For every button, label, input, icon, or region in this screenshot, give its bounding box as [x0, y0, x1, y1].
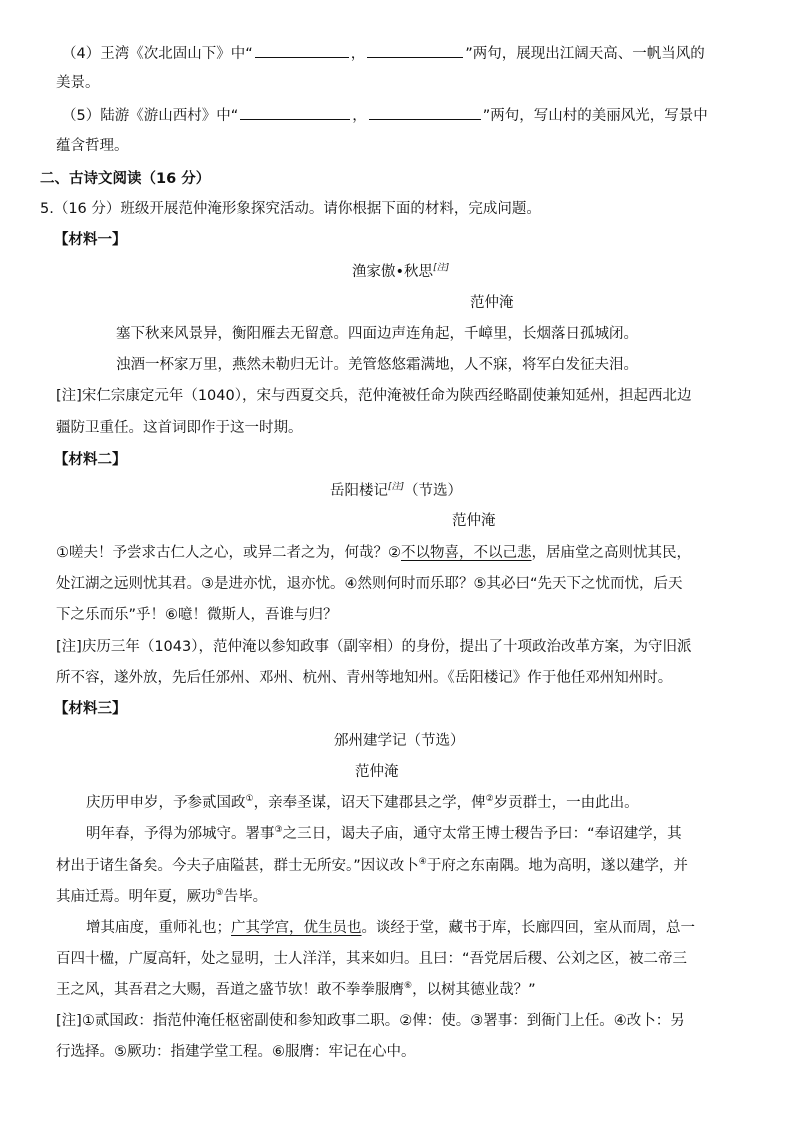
material-1-note-line-2: 疆防卫重任。这首词即作于这一时期。	[56, 420, 303, 436]
question-5-stem: 5.（16 分）班级开展范仲淹形象探究活动。请你根据下面的材料，完成问题。	[40, 201, 541, 217]
material-3-p3-l3-b: ，以树其德业哉？”	[412, 982, 536, 998]
q4-comma: ，	[350, 46, 366, 62]
section-2-heading: 二、古诗文阅读（16 分）	[40, 171, 211, 187]
material-3-p2-l3-b: 告毕。	[223, 889, 268, 905]
footnote-mark-6: ⑥	[404, 981, 413, 991]
q4-blank-2[interactable]	[367, 43, 463, 58]
q4-line-2: 美景。	[56, 75, 100, 91]
material-3-author: 范仲淹	[355, 764, 399, 780]
material-3-underlined-phrase: 广其学宫，优生员也	[231, 920, 362, 936]
q5-blank-2[interactable]	[369, 105, 481, 120]
material-3-p1	[86, 793, 639, 815]
material-3-p1-b: ，亲奉圣谋，诏天下建郡县之学，俾	[253, 795, 486, 811]
q4-line-1	[62, 43, 705, 64]
material-2-line-3: 下之乐而乐”乎！⑥噫！微斯人，吾谁与归？	[56, 607, 338, 623]
footnote-mark-1: ①	[245, 794, 254, 804]
q5-blank-1[interactable]	[240, 105, 350, 120]
material-2-underlined-phrase: 不以物喜，不以己悲	[401, 545, 532, 561]
q4-blank-1[interactable]	[255, 43, 349, 58]
material-1-verse-1: 塞下秋来风景异，衡阳雁去无留意。四面边声连角起，千嶂里，长烟落日孤城闭。	[116, 326, 638, 342]
material-2-label: 【材料二】	[54, 452, 127, 468]
footnote-mark-4: ④	[418, 857, 427, 867]
material-3-p3-l3-a: 王之风，其吾君之大赐，吾道之盛节欤！敢不拳拳服膺	[56, 982, 404, 998]
material-3-p2-l2-b: 于府之东南隅。地为高明，遂以建学，并	[426, 858, 688, 874]
footnote-mark-5: ⑤	[215, 888, 224, 898]
q4-suffix: ”两句，展现出江阔天高、一帆当风的	[465, 46, 705, 62]
material-2-title-text: 岳阳楼记	[330, 483, 388, 499]
material-1-label: 【材料一】	[54, 232, 127, 248]
material-1-author: 范仲淹	[470, 295, 514, 311]
material-1-title	[352, 262, 449, 284]
material-2-line-1	[56, 543, 691, 563]
material-3-p1-a: 庆历甲申岁，予参贰国政	[86, 795, 246, 811]
q5-line-2: 蕴含哲理。	[56, 138, 129, 154]
material-3-note-line-2: 行选择。⑤厥功：指建学堂工程。⑥服膺：牢记在心中。	[56, 1044, 416, 1060]
material-3-p3-l1-a: 增其庙度，重师礼也；	[86, 920, 231, 936]
material-3-p2-line-3	[56, 887, 267, 909]
material-3-label: 【材料三】	[54, 701, 127, 717]
material-2-note-mark: [注]	[388, 482, 405, 492]
material-3-p2-line-2	[56, 856, 688, 878]
material-2-title-suffix: （节选）	[404, 483, 463, 499]
material-3-p2-l1-a: 明年春，予得为邠城守。署事	[86, 826, 275, 842]
material-3-p2-l1-b: 之三日，谒夫子庙，通守太常王博士稷告予曰：“奉诏建学，其	[282, 826, 682, 842]
material-2-author: 范仲淹	[452, 513, 496, 529]
material-3-p3-line-3	[56, 980, 536, 1002]
material-1-note-mark: [注]	[433, 263, 450, 273]
material-3-p1-c: 岁贡群士，一由此出。	[493, 795, 639, 811]
q5-comma: ，	[352, 108, 367, 124]
material-2-line-1-end: ，居庙堂之高则忧其民，	[531, 545, 691, 561]
material-1-note-line-1: [注]宋仁宗康定元年（1040），宋与西夏交兵，范仲淹被任命为陕西经略副使兼知延州，担起西北边	[56, 388, 692, 404]
material-1-verse-2: 浊酒一杯家万里，燕然未勒归无计。羌管悠悠霜满地，人不寐，将军白发征夫泪。	[116, 357, 638, 373]
material-2-line-1-start: ①嗟夫！予尝求古仁人之心，或异二者之为，何哉？②	[56, 545, 401, 561]
material-2-line-2: 处江湖之远则忧其君。③是进亦忧，退亦忧。④然则何时而乐耶？⑤其必曰“先天下之忧而忧，后天	[56, 576, 683, 592]
q5-prefix: （5）陆游《游山西村》中“	[62, 108, 239, 124]
material-2-note-line-1: [注]庆历三年（1043），范仲淹以参知政事（副宰相）的身份，提出了十项政治改革方案，为守旧派	[56, 639, 692, 655]
material-3-p3-line-2: 百四十楹，广厦高轩，处之显明，士人洋洋，其来如归。且曰：“吾党居后稷、公刘之区，被二帝三	[56, 951, 688, 967]
q5-line-1	[62, 105, 708, 126]
material-3-title: 邠州建学记（节选）	[334, 733, 465, 749]
q4-prefix: （4）王湾《次北固山下》中“	[62, 46, 253, 62]
q5-suffix: ”两句，写山村的美丽风光，写景中	[482, 108, 708, 124]
material-3-note-line-1: [注]①贰国政：指范仲淹任枢密副使和参知政事二职。②俾：使。③署事：到衙门上任。④改卜：另	[56, 1013, 685, 1029]
material-3-p2-l2-a: 材出于诸生备矣。今夫子庙隘甚，群士无所安。”因议改卜	[56, 858, 419, 874]
footnote-mark-2: ②	[485, 794, 494, 804]
material-3-p3-l1-b: 。谈经于堂，藏书于库，长廊四回，室从而周，总一	[361, 920, 695, 936]
material-2-note-line-2: 所不容，遂外放，先后任邠州、邓州、杭州、青州等地知州。《岳阳楼记》作于他任邓州知州时。	[56, 670, 673, 686]
material-3-p2-l3-a: 其庙迁焉。明年夏，厥功	[56, 889, 216, 905]
material-3-p2-line-1	[86, 824, 682, 846]
material-3-p3-line-1	[86, 918, 695, 938]
material-2-title	[330, 481, 462, 503]
footnote-mark-3: ③	[274, 825, 283, 835]
material-1-title-text: 渔家傲•秋思	[352, 264, 434, 280]
